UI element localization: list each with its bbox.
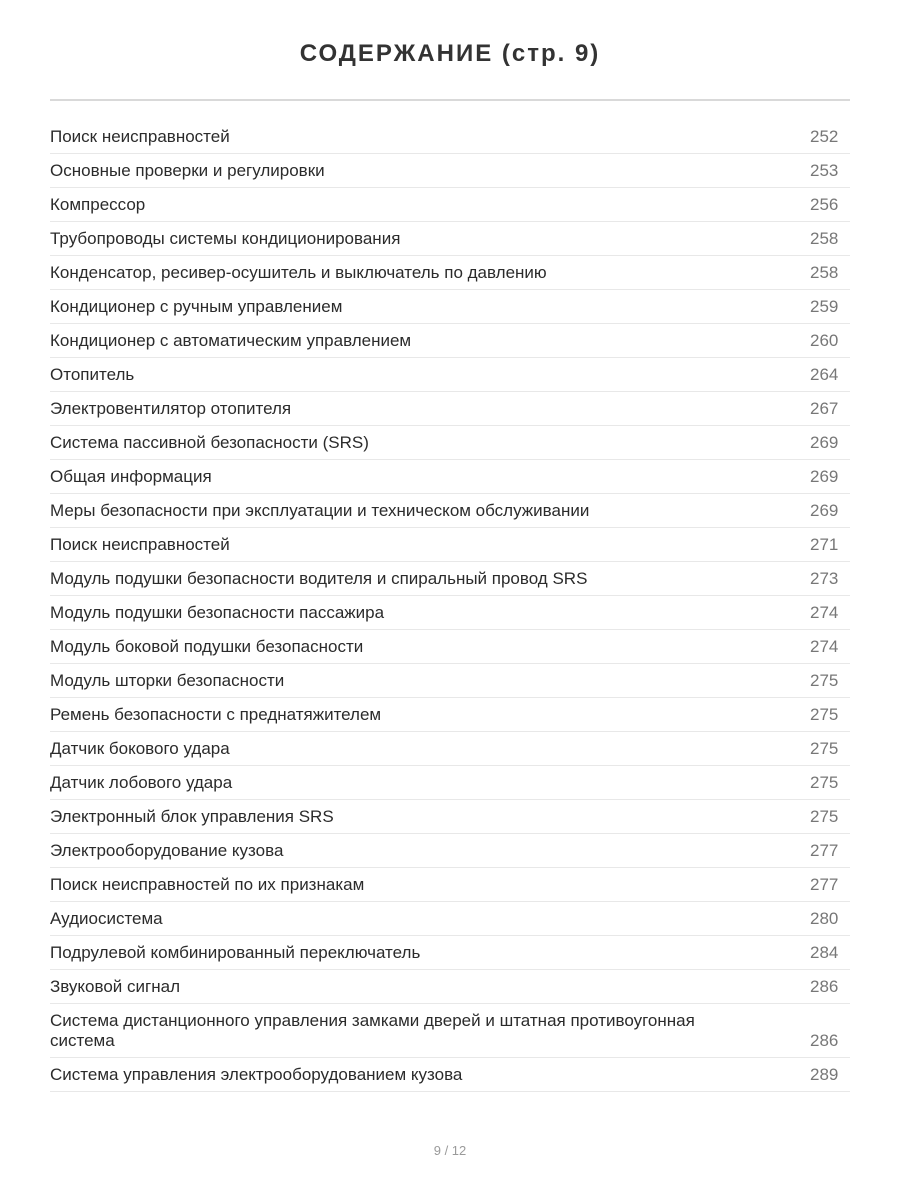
- toc-entry-page: 284: [810, 943, 839, 962]
- toc-entry-title: Общая информация: [50, 467, 212, 486]
- toc-entry-page: 269: [810, 501, 839, 520]
- toc-entry-page: 275: [810, 773, 839, 792]
- toc-entry-title: Электрооборудование кузова: [50, 841, 284, 860]
- toc-entry-page: 274: [810, 637, 839, 656]
- toc-entry-title: Модуль подушки безопасности пассажира: [50, 603, 385, 622]
- toc-entry[interactable]: [50, 460, 850, 494]
- toc-entry[interactable]: [50, 732, 850, 766]
- toc-entry[interactable]: [50, 426, 850, 460]
- toc-entry-title: Модуль боковой подушки безопасности: [50, 637, 364, 656]
- toc-entry-title: Поиск неисправностей по их признакам: [50, 875, 365, 894]
- toc-entry-page: 260: [810, 331, 839, 350]
- toc-entry-title: Кондиционер с автоматическим управлением: [50, 331, 412, 350]
- toc-entry-page: 275: [810, 807, 839, 826]
- toc-entry[interactable]: [50, 494, 850, 528]
- toc-entry-page: 253: [810, 161, 839, 180]
- toc-entry[interactable]: [50, 358, 850, 392]
- toc-entry[interactable]: [50, 188, 850, 222]
- toc-entry[interactable]: [50, 800, 850, 834]
- toc-entry-page: 275: [810, 739, 839, 758]
- toc-entry-title: Звуковой сигнал: [50, 977, 180, 996]
- toc-entry-title: Электровентилятор отопителя: [50, 399, 292, 418]
- toc-entry[interactable]: [50, 562, 850, 596]
- toc-entry-title: Подрулевой комбинированный переключатель: [50, 943, 421, 962]
- toc-entry-title: Отопитель: [50, 365, 135, 384]
- toc-entry[interactable]: [50, 596, 850, 630]
- toc-entry[interactable]: [50, 970, 850, 1004]
- toc-entry-page: 259: [810, 297, 839, 316]
- toc-entry-title: Система дистанционного управления замками дверей и штатная противоугонная система: [50, 1011, 695, 1050]
- title-divider: [50, 99, 850, 101]
- toc-entry-title: Конденсатор, ресивер-осушитель и выключатель по давлению: [50, 263, 547, 282]
- toc-entry[interactable]: [50, 698, 850, 732]
- toc-entry[interactable]: [50, 1004, 850, 1058]
- toc-entry-title: Меры безопасности при эксплуатации и техническом обслуживании: [50, 501, 590, 520]
- toc-entry-page: 264: [810, 365, 839, 384]
- toc-entry-page: 275: [810, 671, 839, 690]
- toc-entry-page: 277: [810, 841, 839, 860]
- toc-entry[interactable]: [50, 630, 850, 664]
- toc-entry[interactable]: [50, 120, 850, 154]
- toc-entry-page: 286: [810, 1031, 839, 1050]
- toc-entry[interactable]: [50, 936, 850, 970]
- toc-entry-page: 269: [810, 433, 839, 452]
- toc-entry-page: 258: [810, 229, 839, 248]
- toc-entry-title: Аудиосистема: [50, 909, 163, 928]
- toc-entry-page: 289: [810, 1065, 839, 1084]
- toc-entry-title: Поиск неисправностей: [50, 127, 230, 146]
- toc-entry-page: 277: [810, 875, 839, 894]
- table-of-contents: [50, 120, 850, 1092]
- toc-entry-title: Система пассивной безопасности (SRS): [50, 433, 369, 452]
- toc-entry[interactable]: [50, 834, 850, 868]
- toc-entry-title: Ремень безопасности с преднатяжителем: [50, 705, 382, 724]
- toc-entry[interactable]: [50, 154, 850, 188]
- toc-entry-title: Датчик бокового удара: [50, 739, 230, 758]
- toc-entry[interactable]: [50, 222, 850, 256]
- toc-entry-page: 256: [810, 195, 839, 214]
- toc-entry-title: Основные проверки и регулировки: [50, 161, 325, 180]
- toc-entry[interactable]: [50, 324, 850, 358]
- toc-entry[interactable]: [50, 528, 850, 562]
- page-title: СОДЕРЖАНИЕ (стр. 9): [299, 40, 601, 67]
- toc-entry-title: Поиск неисправностей: [50, 535, 230, 554]
- page-counter: 9 / 12: [433, 1143, 467, 1158]
- toc-entry[interactable]: [50, 902, 850, 936]
- toc-entry[interactable]: [50, 868, 850, 902]
- toc-entry-page: 258: [810, 263, 839, 282]
- toc-entry[interactable]: [50, 392, 850, 426]
- toc-entry-page: 280: [810, 909, 839, 928]
- toc-entry-page: 269: [810, 467, 839, 486]
- toc-entry-page: 275: [810, 705, 839, 724]
- toc-entry[interactable]: [50, 664, 850, 698]
- toc-entry-title: Трубопроводы системы кондиционирования: [50, 229, 401, 248]
- toc-entry[interactable]: [50, 1058, 850, 1092]
- toc-entry-page: 252: [810, 127, 839, 146]
- toc-entry-page: 286: [810, 977, 839, 996]
- toc-entry[interactable]: [50, 766, 850, 800]
- toc-entry-page: 267: [810, 399, 839, 418]
- toc-entry-title: Датчик лобового удара: [50, 773, 233, 792]
- toc-entry-title: Модуль шторки безопасности: [50, 671, 285, 690]
- toc-entry[interactable]: [50, 290, 850, 324]
- toc-entry-page: 271: [810, 535, 839, 554]
- toc-entry-title: Электронный блок управления SRS: [50, 807, 334, 826]
- toc-entry-title: Модуль подушки безопасности водителя и спиральный провод SRS: [50, 569, 588, 588]
- toc-entry-title: Компрессор: [50, 195, 146, 214]
- toc-entry-title: Система управления электрооборудованием кузова: [50, 1065, 463, 1084]
- toc-entry-title: Кондиционер с ручным управлением: [50, 297, 343, 316]
- toc-entry[interactable]: [50, 256, 850, 290]
- toc-entry-page: 274: [810, 603, 839, 622]
- toc-entry-page: 273: [810, 569, 839, 588]
